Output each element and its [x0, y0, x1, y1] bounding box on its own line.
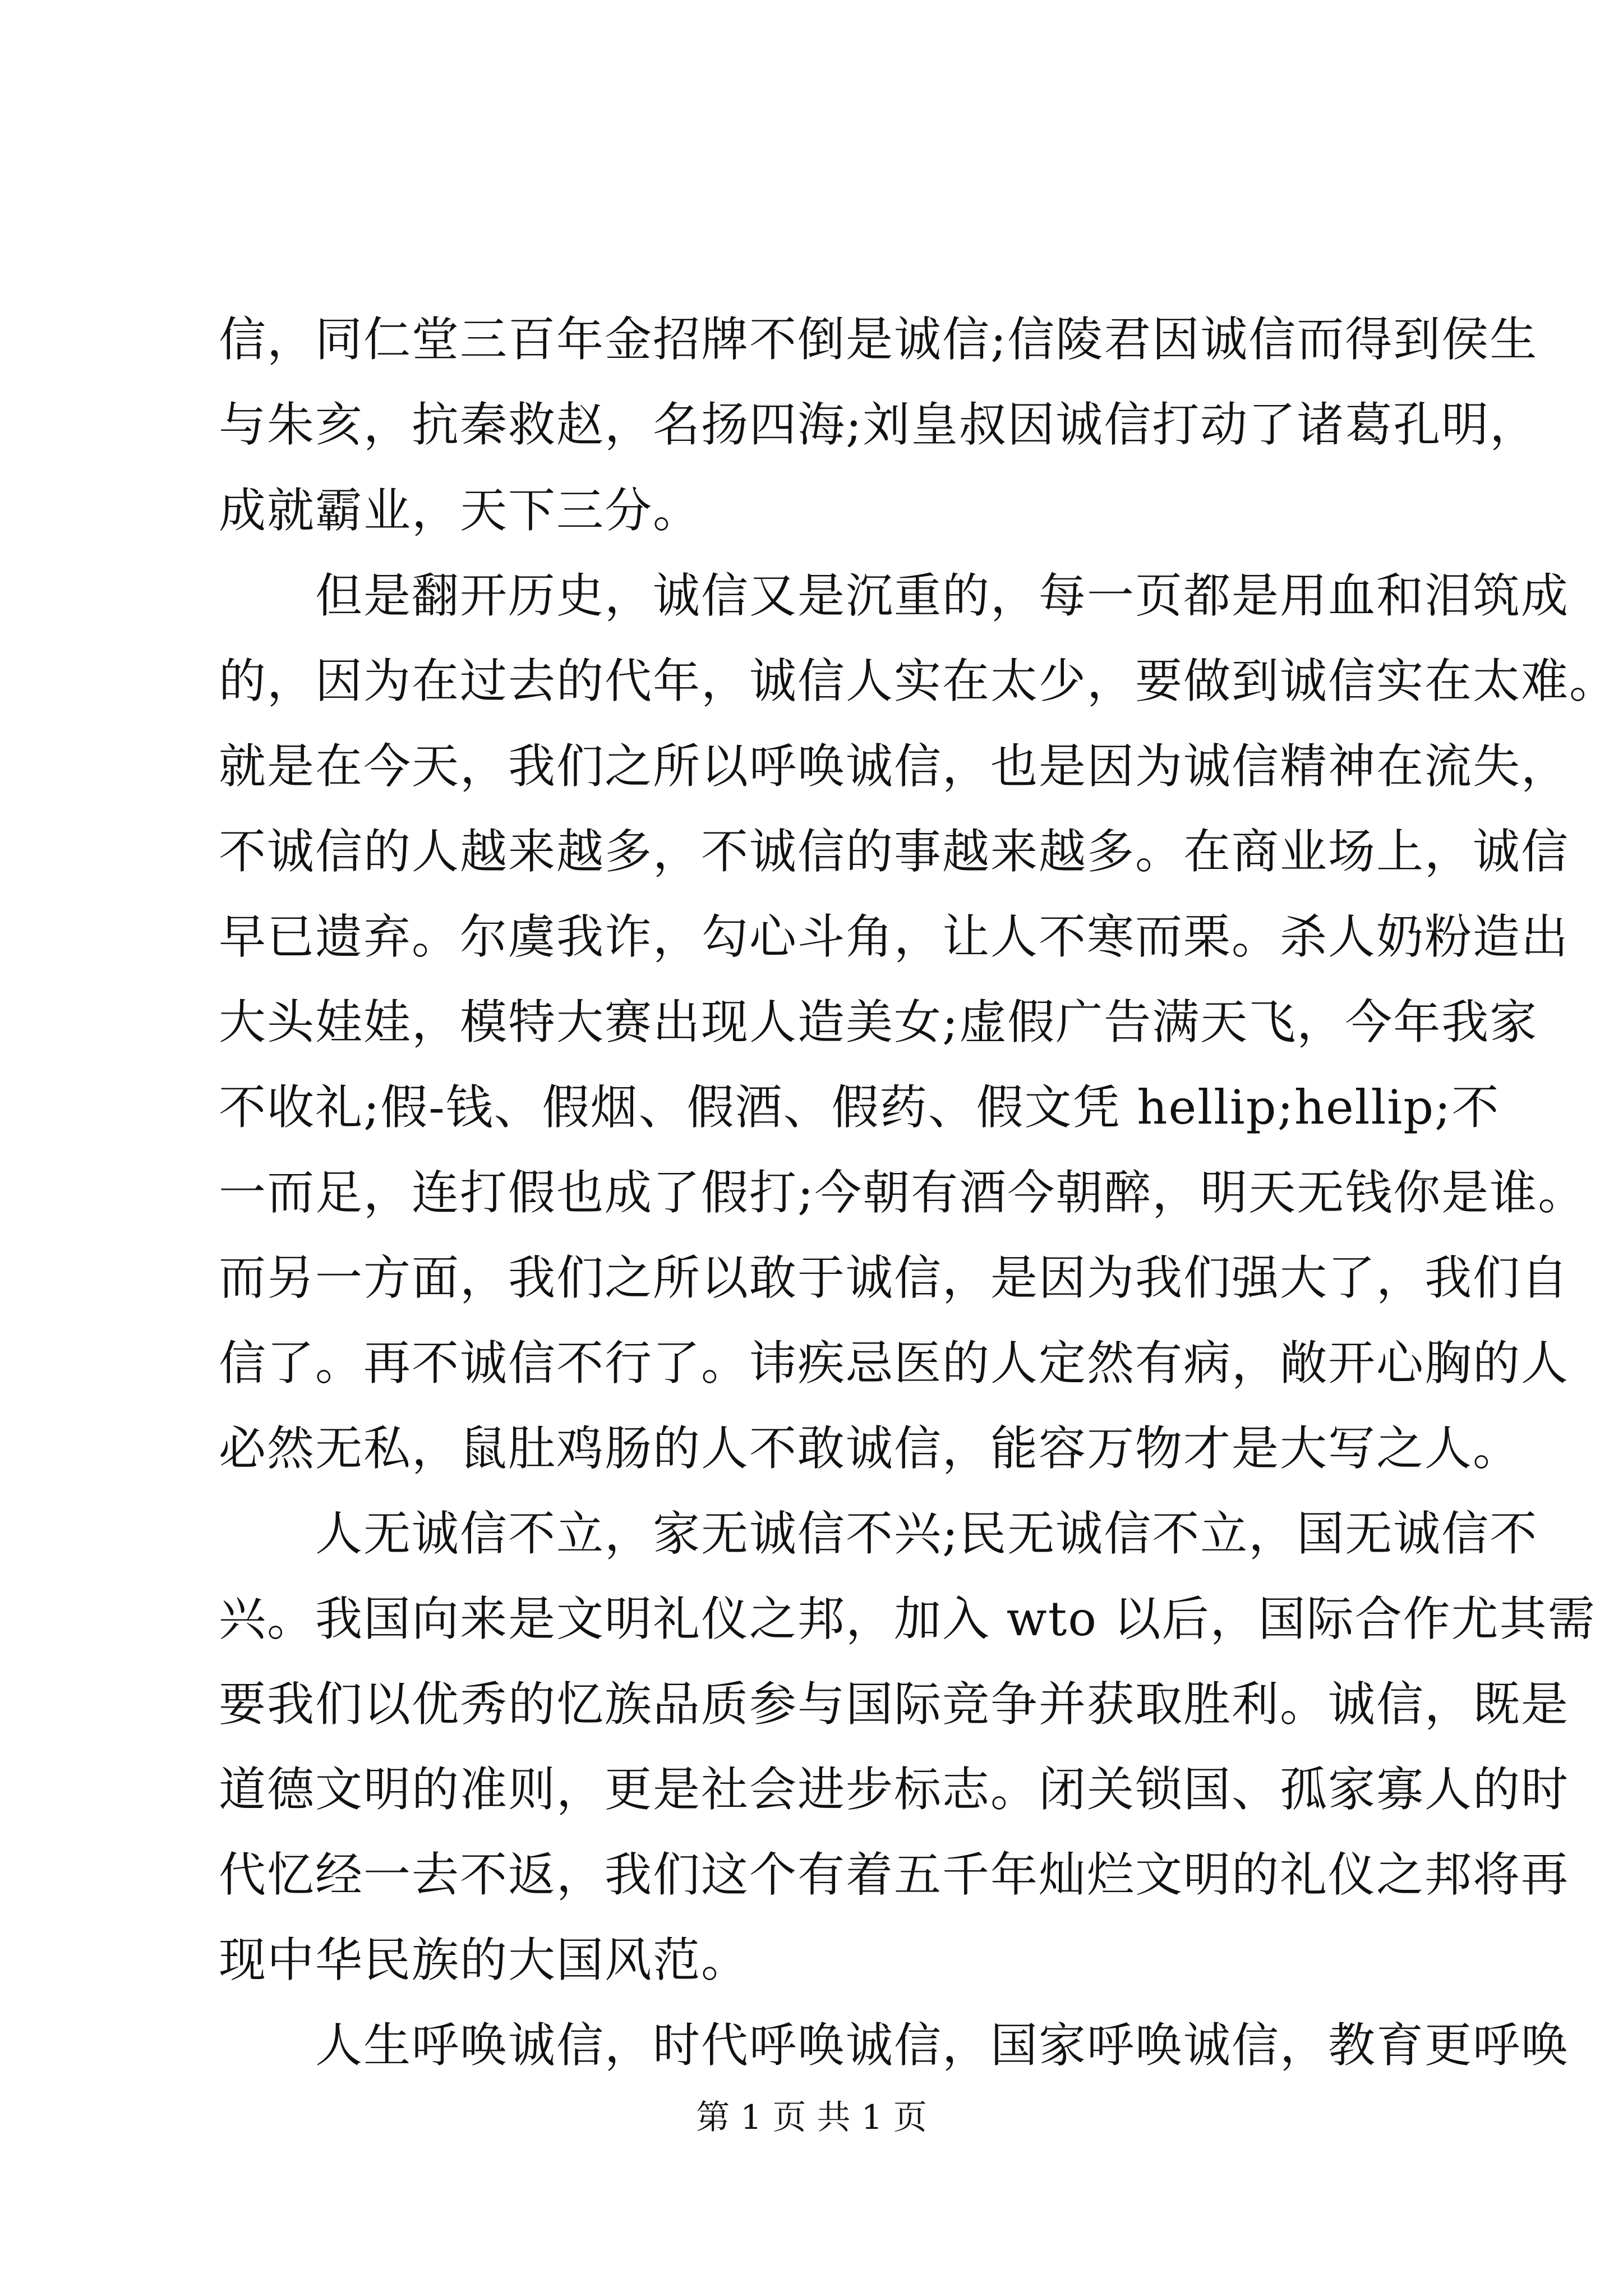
- text-line: 与朱亥，抗秦救赵，名扬四海;刘皇叔因诚信打动了诸葛孔明，: [219, 397, 1538, 452]
- text-line: 但是翻开历史，诚信又是沉重的，每一页都是用血和泪筑成: [219, 568, 1570, 623]
- text-line: 成就霸业，天下三分。: [219, 483, 702, 538]
- text-line: 而另一方面，我们之所以敢于诚信，是因为我们强大了，我们自: [219, 1250, 1570, 1305]
- text-line: 道德文明的准则，更是社会进步标志。闭关锁国、孤家寡人的时: [219, 1762, 1570, 1817]
- text-line: 兴。我国向来是文明礼仪之邦，加入 wto 以后，国际合作尤其需: [219, 1591, 1596, 1646]
- text-line: 信了。再不诚信不行了。讳疾忌医的人定然有病，敞开心胸的人: [219, 1336, 1570, 1391]
- text-line: 早已遗弃。尔虞我诈，勾心斗角，让人不寒而栗。杀人奶粉造出: [219, 909, 1570, 964]
- text-line: 代忆经一去不返，我们这个有着五千年灿烂文明的礼仪之邦将再: [219, 1847, 1570, 1902]
- text-line: 不诚信的人越来越多，不诚信的事越来越多。在商业场上，诚信: [219, 824, 1570, 879]
- text-line: 大头娃娃，模特大赛出现人造美女;虚假广告满天飞，今年我家: [219, 995, 1538, 1050]
- text-line: 信，同仁堂三百年金招牌不倒是诚信;信陵君因诚信而得到侯生: [219, 312, 1538, 367]
- text-line: 人无诚信不立，家无诚信不兴;民无诚信不立，国无诚信不: [219, 1506, 1538, 1561]
- page-footer: 第 1 页 共 1 页: [696, 2098, 927, 2137]
- text-line: 就是在今天，我们之所以呼唤诚信，也是因为诚信精神在流失，: [219, 739, 1570, 794]
- text-line: 不收礼;假-钱、假烟、假酒、假药、假文凭 hellip;hellip;不: [219, 1080, 1500, 1135]
- text-line: 现中华民族的大国风范。: [219, 1932, 750, 1987]
- text-line: 的，因为在过去的代年，诚信人实在太少，要做到诚信实在太难。: [219, 654, 1618, 708]
- text-line: 必然无私，鼠肚鸡肠的人不敢诚信，能容万物才是大写之人。: [219, 1421, 1521, 1476]
- text-line: 要我们以优秀的忆族品质参与国际竞争并获取胜利。诚信，既是: [219, 1677, 1570, 1732]
- text-line: 人生呼唤诚信，时代呼唤诚信，国家呼唤诚信，教育更呼唤: [219, 2018, 1570, 2073]
- text-line: 一而足，连打假也成了假打;今朝有酒今朝醉，明天无钱你是谁。: [219, 1165, 1587, 1220]
